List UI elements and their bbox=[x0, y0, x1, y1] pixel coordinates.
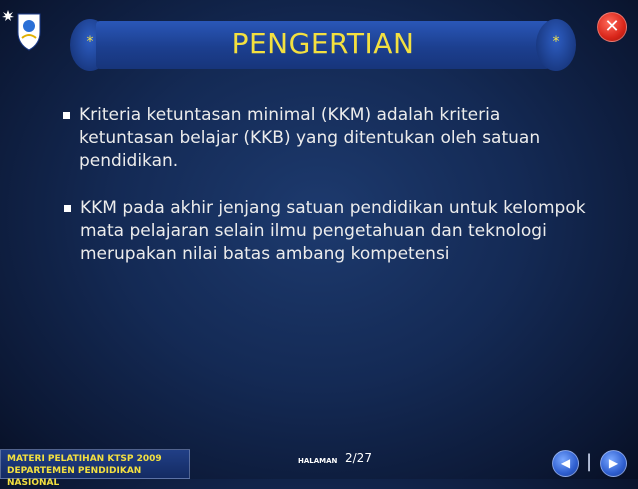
close-icon: ✕ bbox=[604, 16, 620, 37]
bullet-text: Kriteria ketuntasan minimal (KKM) adalah kriteria ketuntasan belajar (KKB) yang ditentukan oleh satuan pendidikan. bbox=[79, 105, 541, 171]
tut-wuri-handayani-logo bbox=[2, 8, 46, 52]
footer-caption bbox=[0, 449, 190, 488]
next-page-button[interactable] bbox=[600, 450, 627, 477]
page-title: PENGERTIAN bbox=[231, 27, 415, 60]
page-number: 2/27 bbox=[345, 451, 372, 465]
list-item bbox=[80, 197, 615, 266]
chevron-right-icon: ▶ bbox=[608, 456, 619, 470]
bullet-square-icon bbox=[63, 112, 70, 119]
title-bar bbox=[68, 19, 578, 71]
nav-separator: | bbox=[586, 451, 593, 472]
chevron-left-icon: ◀ bbox=[560, 456, 571, 470]
title-right-cap: * bbox=[536, 19, 576, 71]
footer-line-1: MATERI PELATIHAN KTSP 2009 bbox=[7, 454, 162, 464]
previous-page-button[interactable] bbox=[552, 450, 579, 477]
close-button[interactable] bbox=[597, 12, 627, 42]
page-label: HALAMAN bbox=[298, 457, 338, 465]
bullet-text: KKM pada akhir jenjang satuan pendidikan untuk kelompok mata pelajaran selain ilmu pengetahuan dan teknologi merupakan nilai batas ambang kompetensi bbox=[80, 198, 586, 264]
title-left-cap: * bbox=[70, 19, 110, 71]
footer-line-2: DEPARTEMEN PENDIDIKAN NASIONAL bbox=[7, 466, 142, 488]
bullet-square-icon bbox=[64, 205, 71, 212]
list-item bbox=[79, 104, 549, 173]
